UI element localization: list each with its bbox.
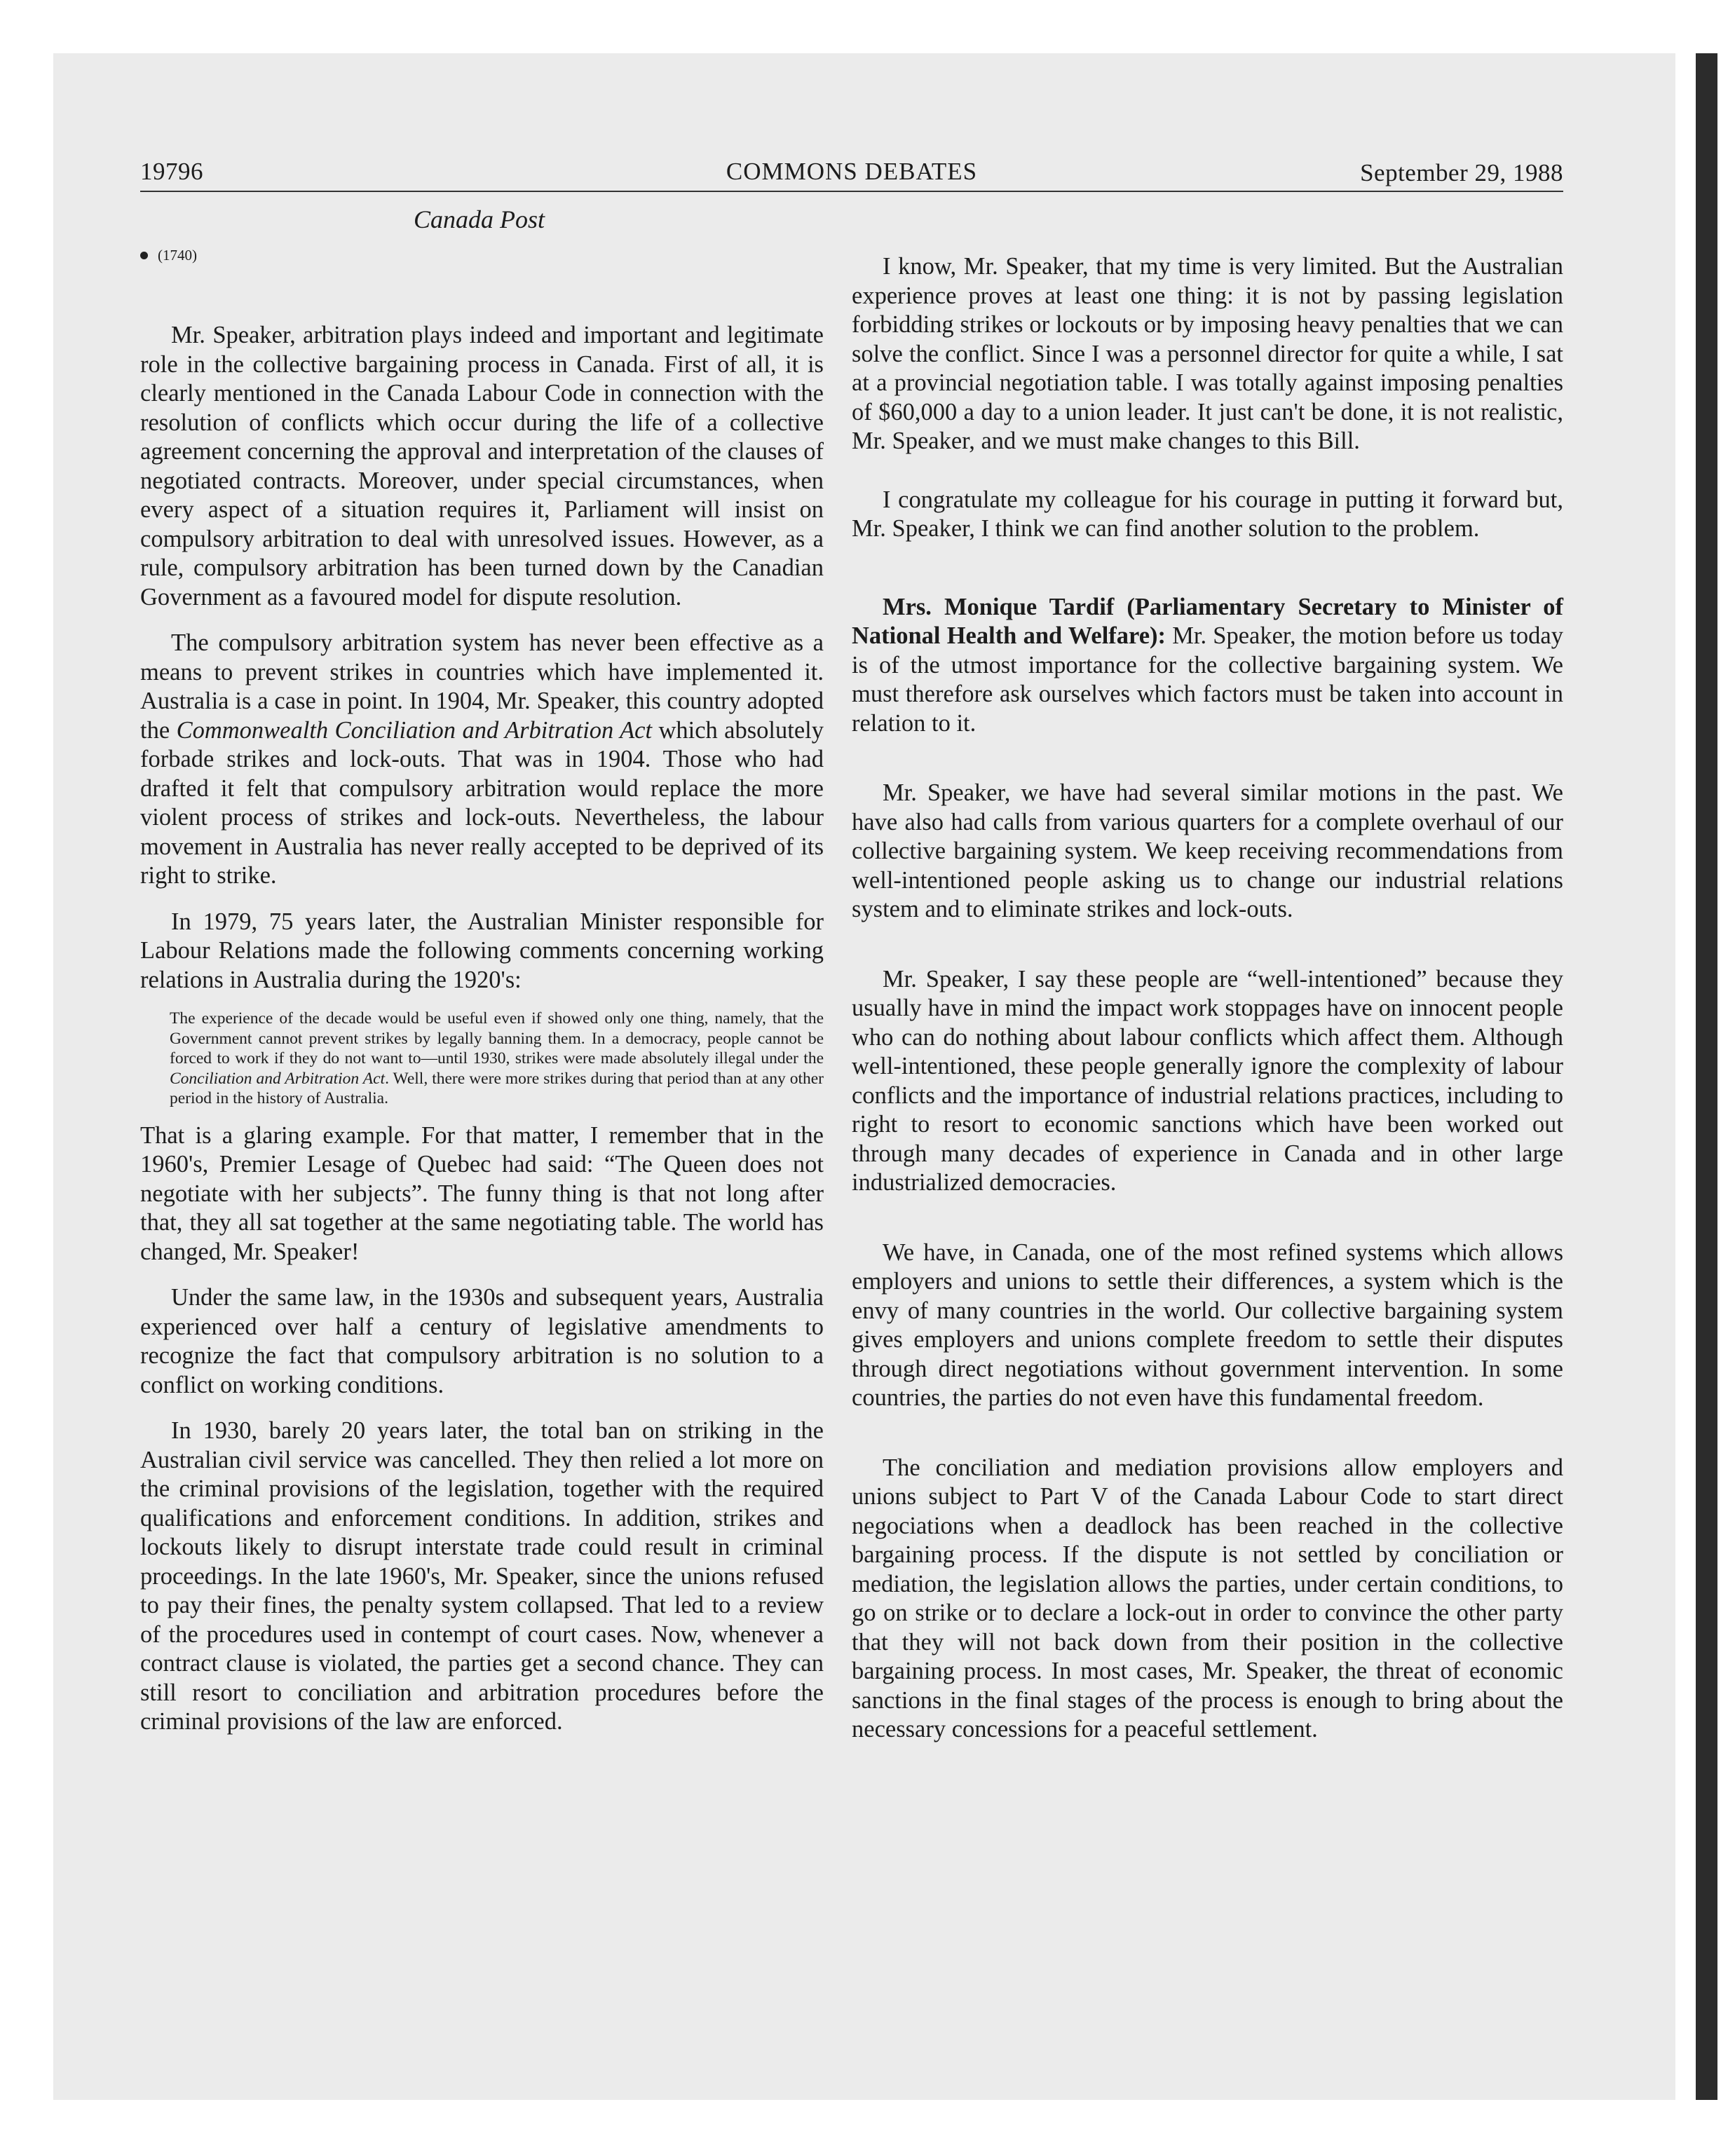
paragraph-text: which absolutely forbade strikes and lock-outs. That was in 1904. Those who had drafted it felt that compulsory arbitration would replace the more violent process of strikes and lock-outs. Nevertheless, the labour movement in Australia has never really accepted to be deprived of its right to strike. xyxy=(140,716,824,889)
right-column xyxy=(852,252,1563,1745)
publication-title: COMMONS DEBATES xyxy=(726,158,978,185)
paragraph: Mr. Speaker, we have had several similar motions in the past. We have also had calls from various quarters for a complete overhaul of our collective bargaining system. We keep receiving recommendations from well-intentioned people asking us to change our industrial relations system and to eliminate strikes and lock-outs. xyxy=(852,779,1563,922)
left-column xyxy=(140,321,824,1737)
block-quote xyxy=(140,1009,824,1109)
paragraph: In 1979, 75 years later, the Australian Minister responsible for Labour Relations made the following comments concerning working relations in Australia during the 1920's: xyxy=(140,908,824,993)
paragraph: Mr. Speaker, arbitration plays indeed and important and legitimate role in the collective bargaining process in Canada. First of all, it is clearly mentioned in the Canada Labour Code in connection with the resolution of conflicts which occur during the life of a collective agreement concerning the approval and interpretation of the clauses of negotiated contracts. Moreover, under special circumstances, when every aspect of a situation requires it, Parliament will insist on compulsory arbitration to deal with unresolved issues. However, as a rule, compulsory arbitration has been turned down by the Canadian Government as a favoured model for dispute resolution. xyxy=(140,322,824,610)
paragraph: We have, in Canada, one of the most refined systems which allows employers and unions to settle their differences, a system which is the envy of many countries in the world. Our collective bargaining system gives employers and unions complete freedom to settle their disputes through direct negotiations without government intervention. In some countries, the parties do not even have this fundamental freedom. xyxy=(852,1239,1563,1411)
quote-text: The experience of the decade would be useful even if showed only one thing, namely, that the Government cannot prevent strikes by legally banning them. In a democracy, people cannot be forced to work if they do not want to—until 1930, strikes were made absolutely illegal under the xyxy=(170,1009,824,1067)
paragraph-text: Mr. Speaker, the motion before us today is of the utmost importance for the collective bargaining system. We must therefore ask ourselves which factors must be taken into account in relation to it. xyxy=(852,622,1563,737)
paragraph: The conciliation and mediation provisions allow employers and unions subject to Part V of the Canada Labour Code to start direct negociations when a deadlock has been reached in the collective bargaining process. If the dispute is not settled by conciliation or mediation, the legislation allows the parties, under certain conditions, to go on strike or to declare a lock-out in order to convince the other party that they will not back down from their position in the collective bargaining process. In most cases, Mr. Speaker, the threat of economic sanctions in the final stages of the process is enough to bring about the necessary concessions for a peaceful settlement. xyxy=(852,1454,1563,1742)
bullet-icon xyxy=(140,252,148,259)
header-rule xyxy=(140,191,1563,192)
time-stamp xyxy=(140,247,197,264)
paragraph: In 1930, barely 20 years later, the total ban on striking in the Australian civil service was cancelled. They then relied a lot more on the criminal provisions of the legislation, together with the required qualifications and enforcement conditions. In addition, strikes and lockouts likely to disrupt interstate trade could result in criminal proceedings. In the late 1960's, Mr. Speaker, since the unions refused to pay their fines, the penalty system collapsed. That led to a review of the procedures used in contempt of court cases. Now, whenever a contract clause is violated, the parties get a second chance. They can still resort to conciliation and arbitration procedures before the criminal provisions of the law are enforced. xyxy=(140,1417,824,1735)
quote-text: . Well, there were more strikes during that period than at any other period in the history of Australia. xyxy=(170,1069,824,1107)
act-title: Conciliation and Arbitration Act xyxy=(170,1069,386,1088)
paragraph: That is a glaring example. For that matter, I remember that in the 1960's, Premier Lesage of Quebec had said: “The Queen does not negotiate with her subjects”. The funny thing is that not long after that, they all sat together at the same negotiating table. The world has changed, Mr. Speaker! xyxy=(140,1121,824,1265)
paragraph: Under the same law, in the 1930s and subsequent years, Australia experienced over half a century of legislative amendments to recognize the fact that compulsory arbitration is no solution to a conflict on working conditions. xyxy=(140,1284,824,1398)
time-stamp-text: (1740) xyxy=(158,247,197,264)
speaker-name: Mrs. Monique Tardif (Parliamentary Secretary to Minister of National Health and Welfare): xyxy=(852,593,1563,649)
page-number: 19796 xyxy=(140,158,203,185)
scan-edge-bar xyxy=(1696,53,1717,2100)
paragraph xyxy=(852,593,1563,739)
page-header xyxy=(140,158,1563,189)
issue-date: September 29, 1988 xyxy=(1360,159,1563,186)
paragraph xyxy=(140,629,824,891)
section-title: Canada Post xyxy=(414,205,545,233)
paragraph: I know, Mr. Speaker, that my time is very limited. But the Australian experience proves at least one thing: it is not by passing legislation forbidding strikes or lockouts or by imposing heavy penalties that we can solve the conflict. Since I was a personnel director for quite a while, I sat at a provincial negotiation table. I was totally against imposing penalties of $60,000 a day to a union leader. It just can't be done, it is not realistic, Mr. Speaker, and we must make changes to this Bill. xyxy=(852,253,1563,454)
paragraph-text: The compulsory arbitration system has never been effective as a means to prevent strikes in countries which have implemented it. Australia is a case in point. In 1904, Mr. Speaker, this country adopted the xyxy=(140,629,824,744)
paragraph: I congratulate my colleague for his courage in putting it forward but, Mr. Speaker, I think we can find another solution to the problem. xyxy=(852,486,1563,542)
act-title: Commonwealth Conciliation and Arbitration Act xyxy=(176,716,653,744)
paragraph: Mr. Speaker, I say these people are “well-intentioned” because they usually have in mind the impact work stoppages have on innocent people who can do nothing about labour conflicts which affect them. Although well-intentioned, these people generally ignore the complexity of labour conflicts and the importance of industrial relations practices, including to right to resort to economic sanctions which have been worked out through many decades of experience in Canada and in other large industrialized democracies. xyxy=(852,965,1563,1196)
